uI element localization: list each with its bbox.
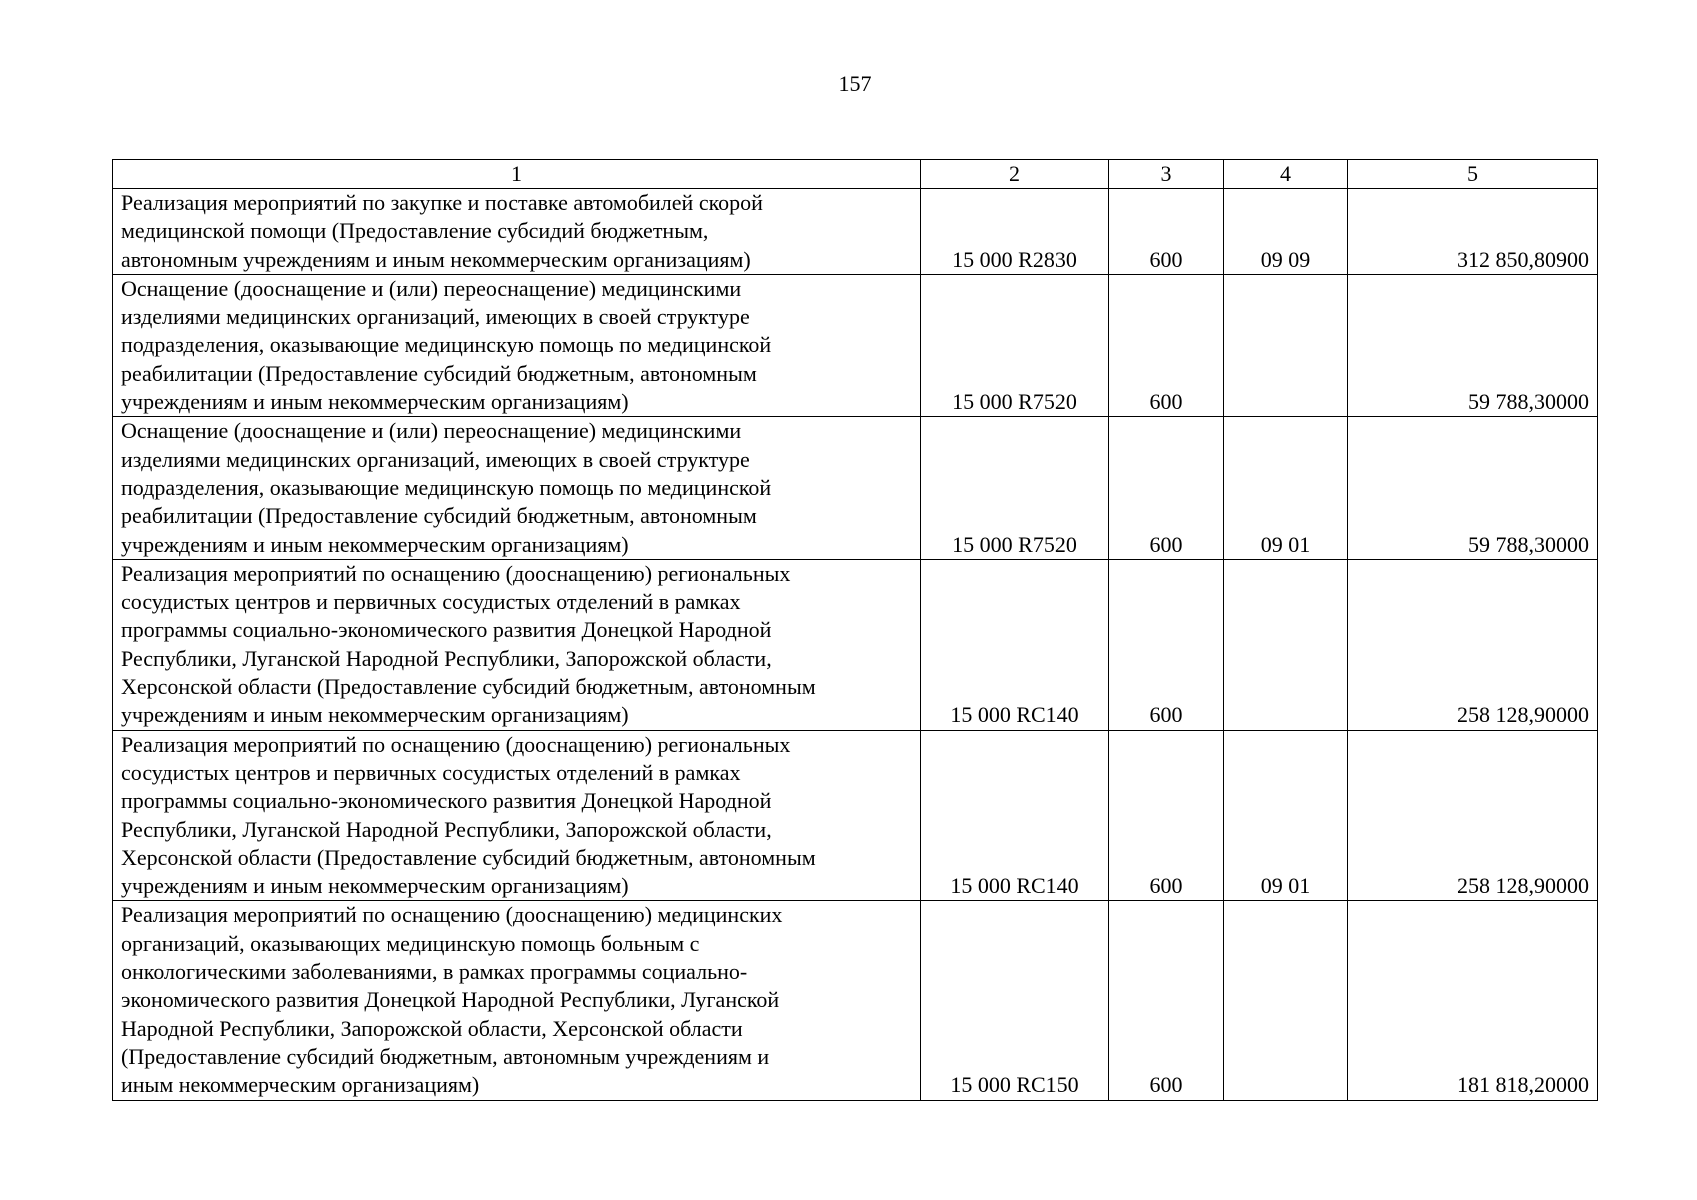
description-line: Оснащение (дооснащение и (или) переоснащение) медицинскими [121, 275, 742, 301]
column-header-1: 1 [113, 160, 921, 189]
row-code: 15 000 R2830 [921, 189, 1109, 275]
row-section [1224, 559, 1348, 730]
description-line: Херсонской области (Предоставление субсидий бюджетным, автономным [121, 844, 816, 870]
description-line: автономным учреждениям и иным некоммерческим организациям) [121, 246, 751, 272]
table-row [113, 189, 1598, 275]
row-amount: 258 128,90000 [1348, 730, 1598, 901]
row-code: 15 000 RC140 [921, 730, 1109, 901]
table-header [113, 160, 1598, 189]
description-line: учреждениям и иным некоммерческим организациям) [121, 702, 629, 728]
row-amount: 59 788,30000 [1348, 274, 1598, 416]
description-line: Республики, Луганской Народной Республики, Запорожской области, [121, 645, 772, 671]
description-line: Оснащение (дооснащение и (или) переоснащение) медицинскими [121, 418, 742, 444]
description-line: Херсонской области (Предоставление субсидий бюджетным, автономным [121, 674, 816, 700]
row-description [113, 559, 921, 730]
table-row [113, 559, 1598, 730]
table-body [113, 189, 1598, 1101]
description-line: подразделения, оказывающие медицинскую помощь по медицинской [121, 474, 772, 500]
description-line: Реализация мероприятий по оснащению (дооснащению) региональных [121, 731, 791, 757]
description-line: Народной Республики, Запорожской области, Херсонской области [121, 1015, 743, 1041]
description-line: (Предоставление субсидий бюджетным, автономным учреждениям и [121, 1043, 770, 1069]
description-line: медицинской помощи (Предоставление субсидий бюджетным, [121, 218, 709, 244]
table-row [113, 417, 1598, 559]
row-code: 15 000 R7520 [921, 417, 1109, 559]
description-line: Реализация мероприятий по закупке и поставке автомобилей скорой [121, 190, 763, 215]
table-row [113, 901, 1598, 1100]
column-header-2: 2 [921, 160, 1109, 189]
description-line: учреждениям и иным некоммерческим организациям) [121, 873, 629, 899]
description-line: Реализация мероприятий по оснащению (дооснащению) региональных [121, 560, 791, 586]
row-section: 09 01 [1224, 417, 1348, 559]
column-header-5: 5 [1348, 160, 1598, 189]
description-line: реабилитации (Предоставление субсидий бюджетным, автономным [121, 503, 757, 529]
row-section: 09 01 [1224, 730, 1348, 901]
row-type: 600 [1109, 901, 1224, 1100]
row-section: 09 09 [1224, 189, 1348, 275]
description-line: учреждениям и иным некоммерческим организациям) [121, 389, 629, 415]
row-code: 15 000 RC150 [921, 901, 1109, 1100]
description-line: Республики, Луганской Народной Республики, Запорожской области, [121, 816, 772, 842]
row-type: 600 [1109, 417, 1224, 559]
description-line: подразделения, оказывающие медицинскую помощь по медицинской [121, 332, 772, 358]
description-line: программы социально-экономического развития Донецкой Народной [121, 617, 772, 643]
row-amount: 312 850,80900 [1348, 189, 1598, 275]
row-type: 600 [1109, 559, 1224, 730]
row-section [1224, 274, 1348, 416]
row-type: 600 [1109, 189, 1224, 275]
description-line: изделиями медицинских организаций, имеющих в своей структуре [121, 446, 750, 472]
description-line: изделиями медицинских организаций, имеющих в своей структуре [121, 304, 750, 330]
row-amount: 181 818,20000 [1348, 901, 1598, 1100]
description-line: Реализация мероприятий по оснащению (дооснащению) медицинских [121, 902, 783, 928]
budget-table [112, 159, 1598, 1101]
description-line: сосудистых центров и первичных сосудистых отделений в рамках [121, 589, 741, 615]
description-line: сосудистых центров и первичных сосудистых отделений в рамках [121, 759, 741, 785]
row-type: 600 [1109, 730, 1224, 901]
row-amount: 59 788,30000 [1348, 417, 1598, 559]
row-description [113, 189, 921, 275]
description-line: экономического развития Донецкой Народной Республики, Луганской [121, 987, 780, 1013]
row-code: 15 000 RC140 [921, 559, 1109, 730]
row-description [113, 274, 921, 416]
header-row [113, 160, 1598, 189]
column-header-3: 3 [1109, 160, 1224, 189]
row-section [1224, 901, 1348, 1100]
page-number: 157 [838, 71, 872, 96]
row-description [113, 901, 921, 1100]
description-line: реабилитации (Предоставление субсидий бюджетным, автономным [121, 360, 757, 386]
row-amount: 258 128,90000 [1348, 559, 1598, 730]
description-line: учреждениям и иным некоммерческим организациям) [121, 531, 629, 557]
description-line: иным некоммерческим организациям) [121, 1072, 480, 1098]
row-description [113, 417, 921, 559]
column-header-4: 4 [1224, 160, 1348, 189]
description-line: программы социально-экономического развития Донецкой Народной [121, 788, 772, 814]
description-line: организаций, оказывающих медицинскую помощь больным с [121, 930, 700, 956]
table-row [113, 274, 1598, 416]
description-line: онкологическими заболеваниями, в рамках программы социально- [121, 959, 748, 985]
row-code: 15 000 R7520 [921, 274, 1109, 416]
row-type: 600 [1109, 274, 1224, 416]
table-row [113, 730, 1598, 901]
row-description [113, 730, 921, 901]
